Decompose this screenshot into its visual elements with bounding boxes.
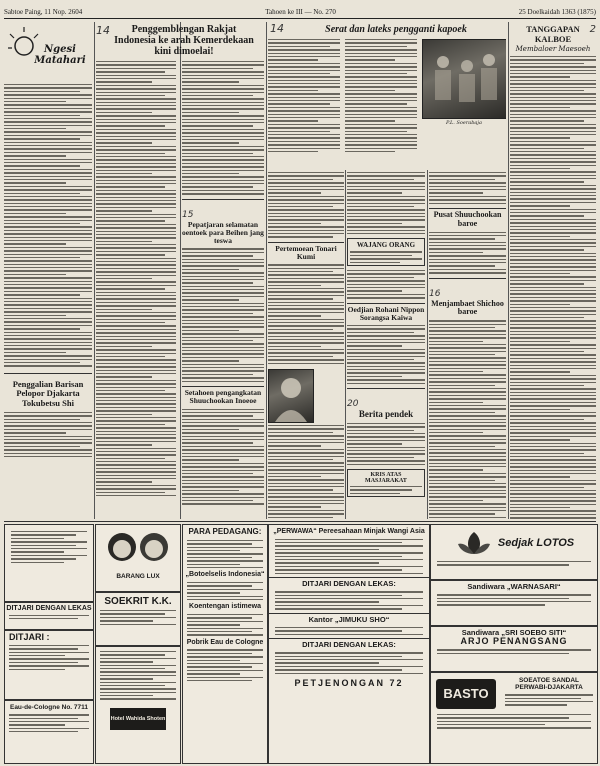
- column-4: [347, 172, 425, 519]
- ad-warnasari-title: Sandiwara „WARNASARI“: [467, 582, 561, 591]
- wahida-badge: [110, 708, 166, 730]
- tonari-kumi-headline: Pertemoean Tonari Kumi: [275, 243, 337, 262]
- column-3: [268, 172, 344, 519]
- masthead-issue: Tahoen ke III — No. 270: [265, 8, 336, 16]
- ad-ditjari: [4, 630, 94, 700]
- ad-sri-soebo-siti-title: Sandiwara „SRI SOEBO SITI“: [461, 628, 567, 637]
- masthead: [4, 6, 596, 19]
- kapok-article: [268, 22, 506, 170]
- column-rule: [427, 170, 428, 519]
- ad-ditjari-lekas-title: DITJARI DENGAN LEKAS: [6, 605, 92, 612]
- column-rule: [266, 22, 267, 519]
- ad-soekrit-title: SOEKRIT K.K.: [104, 596, 172, 607]
- handwritten-number: 16: [429, 288, 441, 299]
- column-1: [4, 22, 92, 519]
- ad-pobrik-title: Pobrik Eau de Cologne: [186, 638, 264, 646]
- ngesi-logo: [4, 24, 92, 66]
- ad-ditjari-lekas-2-title: DITJARI DENGAN LEKAS:: [302, 578, 396, 588]
- berita-pendek-headline: Berita pendek: [358, 409, 414, 420]
- ad-eau-de-cologne: [4, 700, 94, 764]
- logo-text: Ngesi Matahari: [34, 44, 86, 66]
- masthead-hijri-date: 25 Doelkaidah 1363 (1875): [518, 8, 596, 16]
- main-headline: Penggemblengan Rakjat Indonesia ke arah Kemerdekaan kini dimoelai!: [114, 24, 254, 57]
- ad-botoelselis-title: „Botoelselis Indonesia“: [185, 571, 265, 579]
- tanggapan-kalboe-title: TANGGAPAN KALBOE: [526, 24, 580, 44]
- basto-logo: [436, 679, 496, 709]
- ad-barang-lux-title: BARANG LUX: [116, 573, 160, 580]
- column-5: [429, 172, 506, 519]
- tanggapan-kalboe-subtitle: Membaloer Maesoeh: [515, 45, 591, 53]
- oedjian-headline: Oedjian Rohani Nippon Sorangsa Kaiwa: [347, 304, 425, 322]
- ad-perwawa: [268, 524, 430, 764]
- shuuchookan-headline: Pusat Shuuchookan baroe: [433, 209, 502, 228]
- kris-title: KRIS ATAS MASJARAKAT: [365, 472, 407, 484]
- ad-lotos: [430, 524, 598, 580]
- ad-basto: [430, 672, 598, 764]
- ad-text-block: [95, 646, 181, 764]
- kapok-headline: Serat dan lateks pengganti kapoek: [325, 24, 467, 35]
- wayang-box: [347, 238, 425, 266]
- wayang-title: WAJANG ORANG: [356, 241, 416, 250]
- column-1-text: [4, 84, 92, 367]
- ad-soekrit: [95, 592, 181, 646]
- column-2: [96, 22, 264, 519]
- ad-eau-de-cologne-title: Eau-de-Cologne No. 7711: [9, 704, 89, 711]
- bottom-headline: Penggalian Barisan Pelopor Djakarta Tokubetsu Shi: [12, 378, 84, 408]
- column-6: [510, 22, 596, 519]
- ad-petjenongan-title: PETJENONGAN 72: [294, 677, 404, 688]
- kapok-photo: [422, 39, 506, 119]
- portrait-icon: [269, 370, 313, 422]
- ad-basto-title: BASTO: [443, 686, 489, 702]
- kris-box: [347, 469, 425, 497]
- ad-ditjari-title: DITJARI :: [9, 632, 50, 642]
- ad-perwawa-title: „PERWAWA“ Pereesahaan Minjak Wangi Asia: [273, 528, 425, 535]
- portrait-photo: [268, 369, 314, 423]
- ads-divider: [4, 521, 596, 522]
- workers-photo-icon: [423, 40, 506, 118]
- lotus-icon: [454, 528, 494, 558]
- ad-arjo-title: ARJO PENANGSANG: [460, 636, 568, 647]
- shichoo-headline: Menjambaet Shichoo baroe: [431, 298, 504, 317]
- mid-headline: Setahoen pengangkatan Shuuchookan Inoeoe: [184, 388, 262, 406]
- column-rule: [345, 170, 346, 519]
- ad-koentengan-title: Koentengan istimewa: [189, 603, 261, 611]
- ad-para-pedagang: [182, 524, 268, 764]
- ad-ditjari-lekas-3-title: DITJARI DENGAN LEKAS:: [302, 640, 396, 649]
- column-rule: [94, 22, 95, 519]
- ad-certificate: [4, 524, 94, 602]
- ad-para-pedagang-title: PARA PEDAGANG:: [188, 527, 262, 536]
- handwritten-number: 15: [182, 209, 194, 220]
- column-rule: [508, 22, 509, 519]
- faces-illustration-icon: [96, 525, 180, 569]
- handwritten-number: 14: [96, 24, 110, 37]
- ad-warnasari: [430, 580, 598, 626]
- ad-sandal-title: SOEATOE SANDAL PERWABI-DJAKARTA: [515, 677, 583, 692]
- ad-sri-soebo-siti: [430, 626, 598, 672]
- sub-headline: Pepatjaran selamatan oentoek para Beihen jang teswa: [182, 219, 264, 246]
- handwritten-number: 20: [347, 399, 359, 410]
- handwritten-number: 2: [589, 24, 596, 35]
- photo-caption: P.L. Soerabaja: [446, 120, 482, 126]
- handwritten-number: 14: [270, 22, 284, 35]
- ad-barang-lux: [95, 524, 181, 592]
- ad-lotos-title: Sedjak LOTOS: [497, 536, 575, 549]
- ad-jimuku-sho-title: Kantor „JIMUKU SHO“: [308, 614, 390, 624]
- masthead-date: Sabtoe Paing, 11 Nop. 2604: [4, 8, 83, 16]
- ad-wahida-title: Hotel Wahida Shoten: [110, 715, 166, 722]
- ad-ditjari-lekas: [4, 602, 94, 630]
